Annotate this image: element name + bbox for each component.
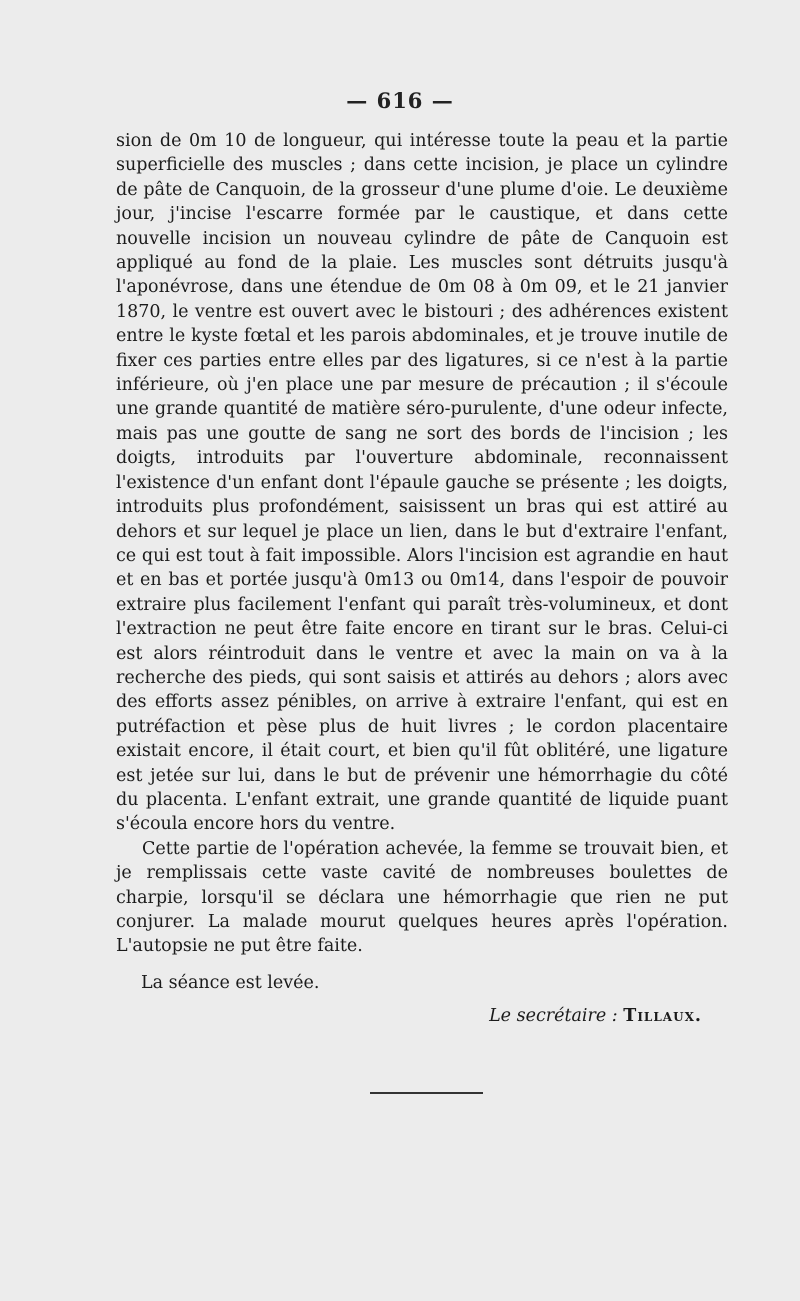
secretary-signature [489,1006,702,1026]
paragraph-conclusion: Cette partie de l'opération achevée, la femme se trouvait bien, et je remplissais cette vaste cavité de nombreuses boulettes de charpie, lorsqu'il se déclara une hémorrhagie que rien ne put conjurer. La malade mourut quelques heures après l'opération. L'autopsie ne put être faite. [116,838,728,957]
paragraph-continuation: sion de 0m 10 de longueur, qui intéresse toute la peau et la partie superficielle des muscles ; dans cette incision, je place un cylindre de pâte de Canquoin, de la grosseur d'une plume d'oie. Le deuxième jour, j'incise l'escarre formée par le caustique, et dans cette nouvelle incision un nouveau cylindre de pâte de Canquoin est appliqué au fond de la plaie. Les muscles sont détruits jusqu'à l'aponévrose, dans une étendue de 0m 08 à 0m 09, et le 21 janvier 1870, le ventre est ouvert avec le bistouri ; des adhérences existent entre le kyste fœtal et les parois abdominales, et je trouve inutile de fixer ces parties entre elles par des ligatures, si ce n'est à la partie inférieure, où j'en place une par mesure de précaution ; il s'écoule une grande quantité de matière séro-purulente, d'une odeur infecte, mais pas une goutte de sang ne sort des bords de l'incision ; les doigts, introduits par l'ouverture abdominale, reconnaissent l'existence d'un enfant dont l'épaule gauche se présente ; les doigts, introduits plus profondément, saisissent un bras qui est attiré au dehors et sur lequel je place un lien, dans le but d'extraire l'enfant, ce qui est tout à fait impossible. Alors l'incision est agrandie en haut et en bas et portée jusqu'à 0m13 ou 0m14, dans l'espoir de pouvoir extraire plus facilement l'enfant qui paraît très-volumineux, et dont l'extraction ne peut être faite encore en tirant sur le bras. Celui-ci est alors réintroduit dans le ventre et avec la main on va à la recherche des pieds, qui sont saisis et attirés au dehors ; alors avec des efforts assez pénibles, on arrive à extraire l'enfant, qui est en putréfaction et pèse plus de huit livres ; le cordon placentaire existait encore, il était court, et bien qu'il fût oblitéré, une ligature est jetée sur lui, dans le but de prévenir une hémorrhagie du côté du placenta. L'enfant extrait, une grande quantité de liquide puant s'écoula encore hors du ventre. [116,131,728,835]
secretary-name: Tillaux. [623,1006,702,1026]
session-closing: La séance est levée. [141,973,320,993]
body-text [116,129,728,959]
page-number: — 616 — [346,88,454,113]
secretary-role: Le secrétaire : [489,1006,618,1026]
closing-rule [370,1092,483,1094]
